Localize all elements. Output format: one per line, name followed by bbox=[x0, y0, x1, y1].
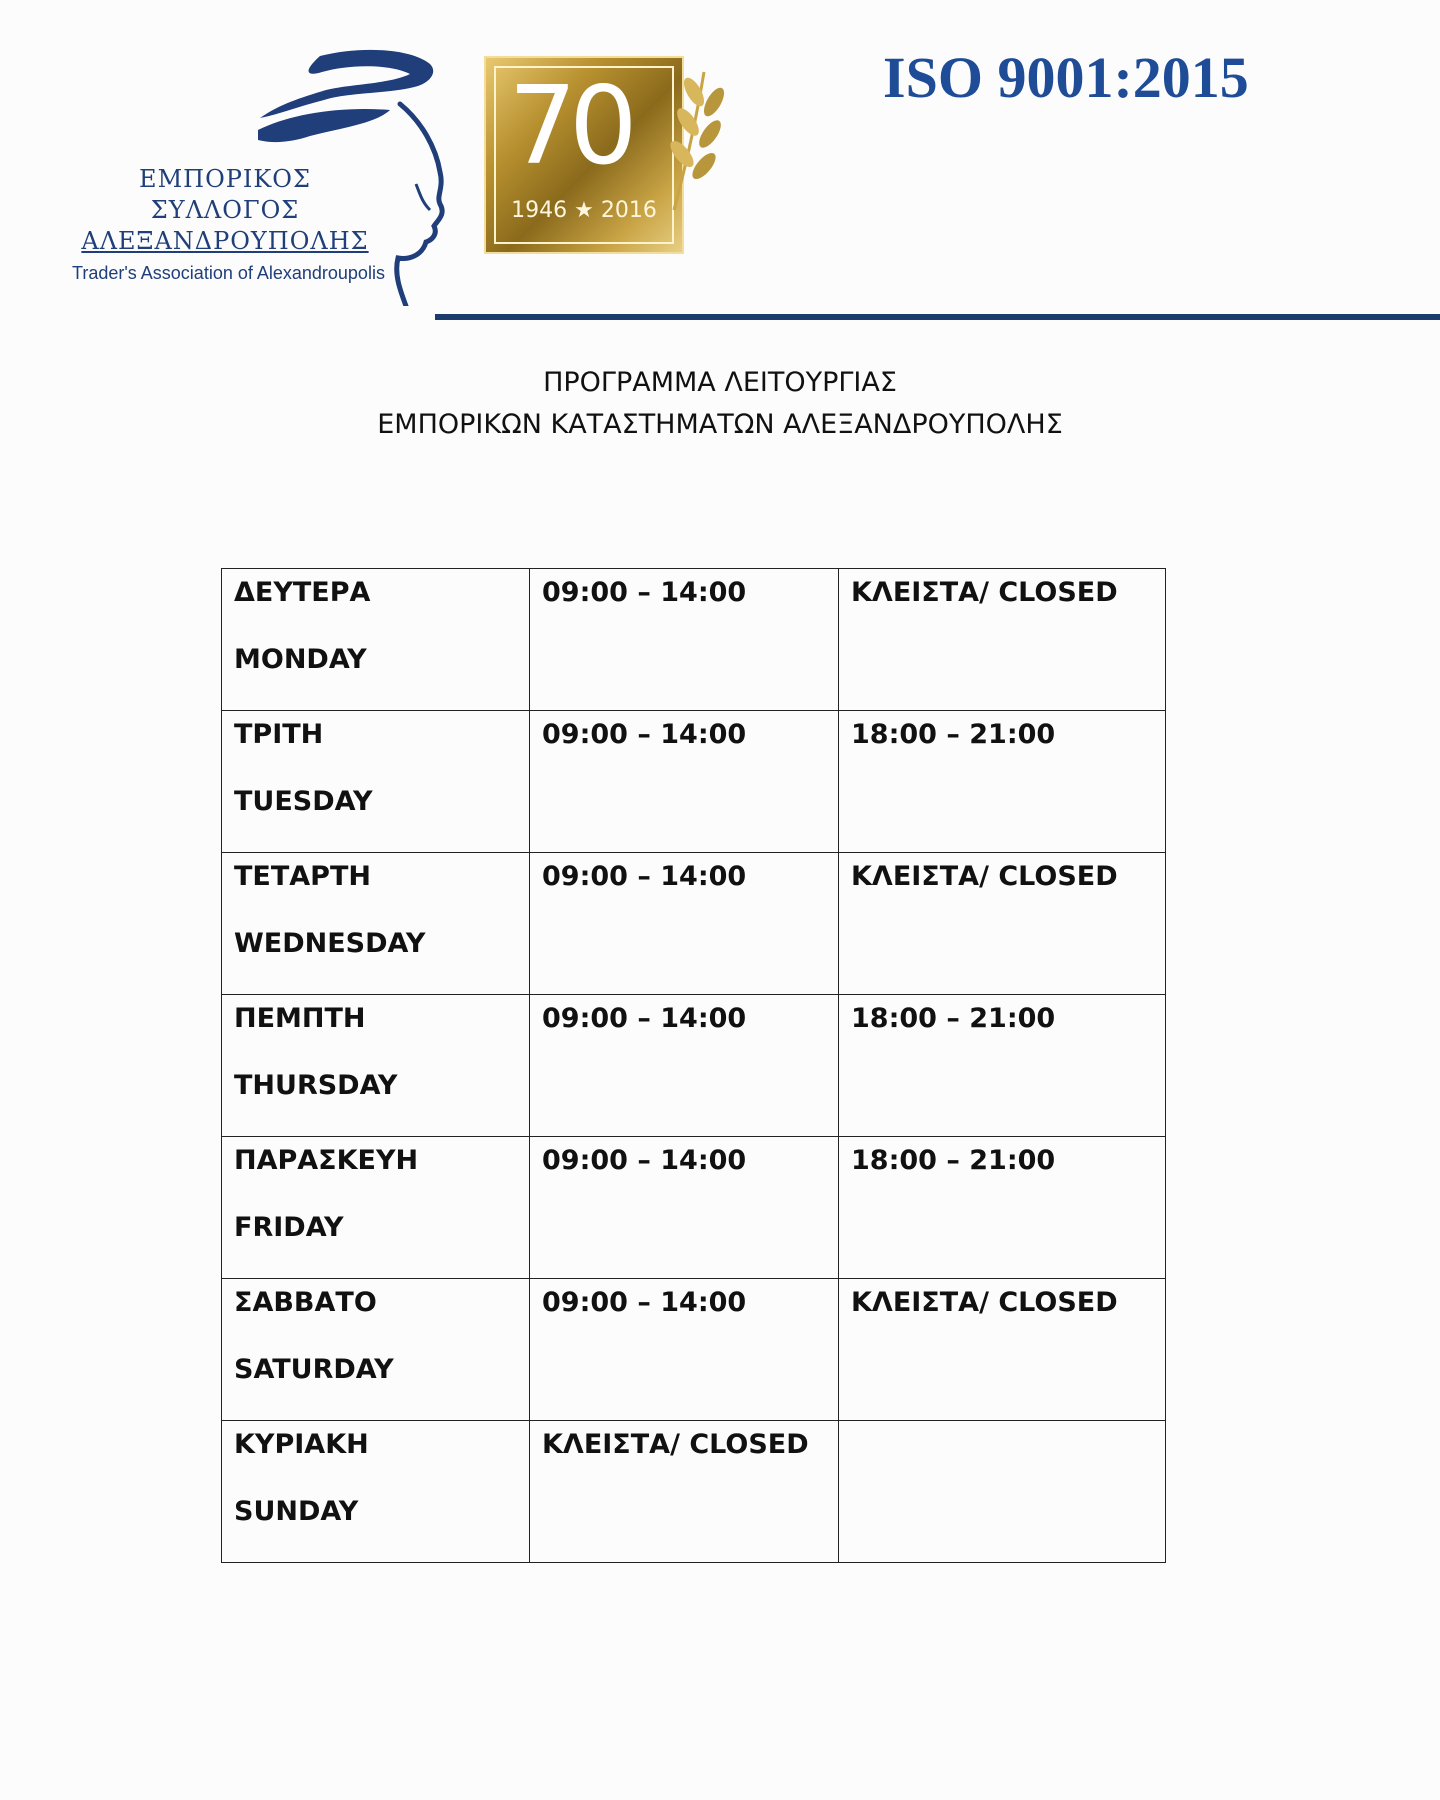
evening-hours-cell: 18:00 – 21:00 bbox=[839, 1137, 1166, 1279]
page-title bbox=[0, 362, 1440, 446]
day-cell bbox=[222, 853, 530, 995]
table-row bbox=[222, 1137, 1166, 1279]
morning-hours-cell: 09:00 – 14:00 bbox=[530, 995, 839, 1137]
association-logo bbox=[70, 44, 450, 306]
evening-hours-cell: 18:00 – 21:00 bbox=[839, 995, 1166, 1137]
association-name-line: ΑΛΕΞΑΝΔΡΟΥΠΟΛΗΣ bbox=[81, 227, 369, 255]
title-line-1: ΠΡΟΓΡΑΜΜΑ ΛΕΙΤΟΥΡΓΙΑΣ bbox=[543, 367, 897, 398]
day-english: THURSDAY bbox=[234, 1070, 398, 1101]
day-english: SUNDAY bbox=[234, 1496, 359, 1527]
day-english: TUESDAY bbox=[234, 786, 373, 817]
anniversary-years: 1946 ★ 2016 bbox=[511, 198, 657, 223]
morning-hours-cell: 09:00 – 14:00 bbox=[530, 711, 839, 853]
iso-certification: ISO 9001:2015 bbox=[883, 45, 1249, 110]
day-greek: ΚΥΡΙΑΚΗ bbox=[234, 1429, 369, 1460]
table-row bbox=[222, 995, 1166, 1137]
day-cell bbox=[222, 569, 530, 711]
association-name-greek bbox=[70, 164, 380, 257]
anniversary-badge bbox=[484, 56, 684, 254]
evening-hours-cell: ΚΛΕΙΣΤΑ/ CLOSED bbox=[839, 569, 1166, 711]
table-row bbox=[222, 569, 1166, 711]
association-name-line: ΣΥΛΛΟΓΟΣ bbox=[150, 196, 300, 224]
morning-hours-cell: 09:00 – 14:00 bbox=[530, 569, 839, 711]
table-row bbox=[222, 1421, 1166, 1563]
laurel-branch-icon bbox=[664, 62, 734, 212]
title-line-2: ΕΜΠΟΡΙΚΩΝ ΚΑΤΑΣΤΗΜΑΤΩΝ ΑΛΕΞΑΝΔΡΟΥΠΟΛΗΣ bbox=[377, 409, 1063, 440]
day-cell bbox=[222, 1279, 530, 1421]
day-cell bbox=[222, 1137, 530, 1279]
association-name-line: ΕΜΠΟΡΙΚΟΣ bbox=[139, 165, 311, 193]
evening-hours-cell: ΚΛΕΙΣΤΑ/ CLOSED bbox=[839, 853, 1166, 995]
day-english: MONDAY bbox=[234, 644, 367, 675]
morning-hours-cell: 09:00 – 14:00 bbox=[530, 1279, 839, 1421]
day-cell bbox=[222, 1421, 530, 1563]
morning-hours-cell: ΚΛΕΙΣΤΑ/ CLOSED bbox=[530, 1421, 839, 1563]
morning-hours-cell: 09:00 – 14:00 bbox=[530, 853, 839, 995]
day-cell bbox=[222, 995, 530, 1137]
day-greek: ΠΕΜΠΤΗ bbox=[234, 1003, 366, 1034]
day-greek: ΠΑΡΑΣΚΕΥΗ bbox=[234, 1145, 419, 1176]
opening-hours-table bbox=[221, 568, 1166, 1563]
evening-hours-cell bbox=[839, 1421, 1166, 1563]
day-cell bbox=[222, 711, 530, 853]
day-greek: ΤΕΤΑΡΤΗ bbox=[234, 861, 371, 892]
association-name-english: Trader's Association of Alexandroupolis bbox=[72, 263, 385, 283]
table-row bbox=[222, 853, 1166, 995]
day-greek: ΤΡΙΤΗ bbox=[234, 719, 324, 750]
morning-hours-cell: 09:00 – 14:00 bbox=[530, 1137, 839, 1279]
day-english: WEDNESDAY bbox=[234, 928, 426, 959]
day-greek: ΔΕΥΤΕΡΑ bbox=[234, 577, 371, 608]
day-english: SATURDAY bbox=[234, 1354, 394, 1385]
day-greek: ΣΑΒΒΑΤΟ bbox=[234, 1287, 377, 1318]
anniversary-number: 70 bbox=[508, 64, 630, 189]
header-divider bbox=[435, 314, 1440, 320]
table-row bbox=[222, 1279, 1166, 1421]
table-row bbox=[222, 711, 1166, 853]
day-english: FRIDAY bbox=[234, 1212, 344, 1243]
evening-hours-cell: 18:00 – 21:00 bbox=[839, 711, 1166, 853]
evening-hours-cell: ΚΛΕΙΣΤΑ/ CLOSED bbox=[839, 1279, 1166, 1421]
